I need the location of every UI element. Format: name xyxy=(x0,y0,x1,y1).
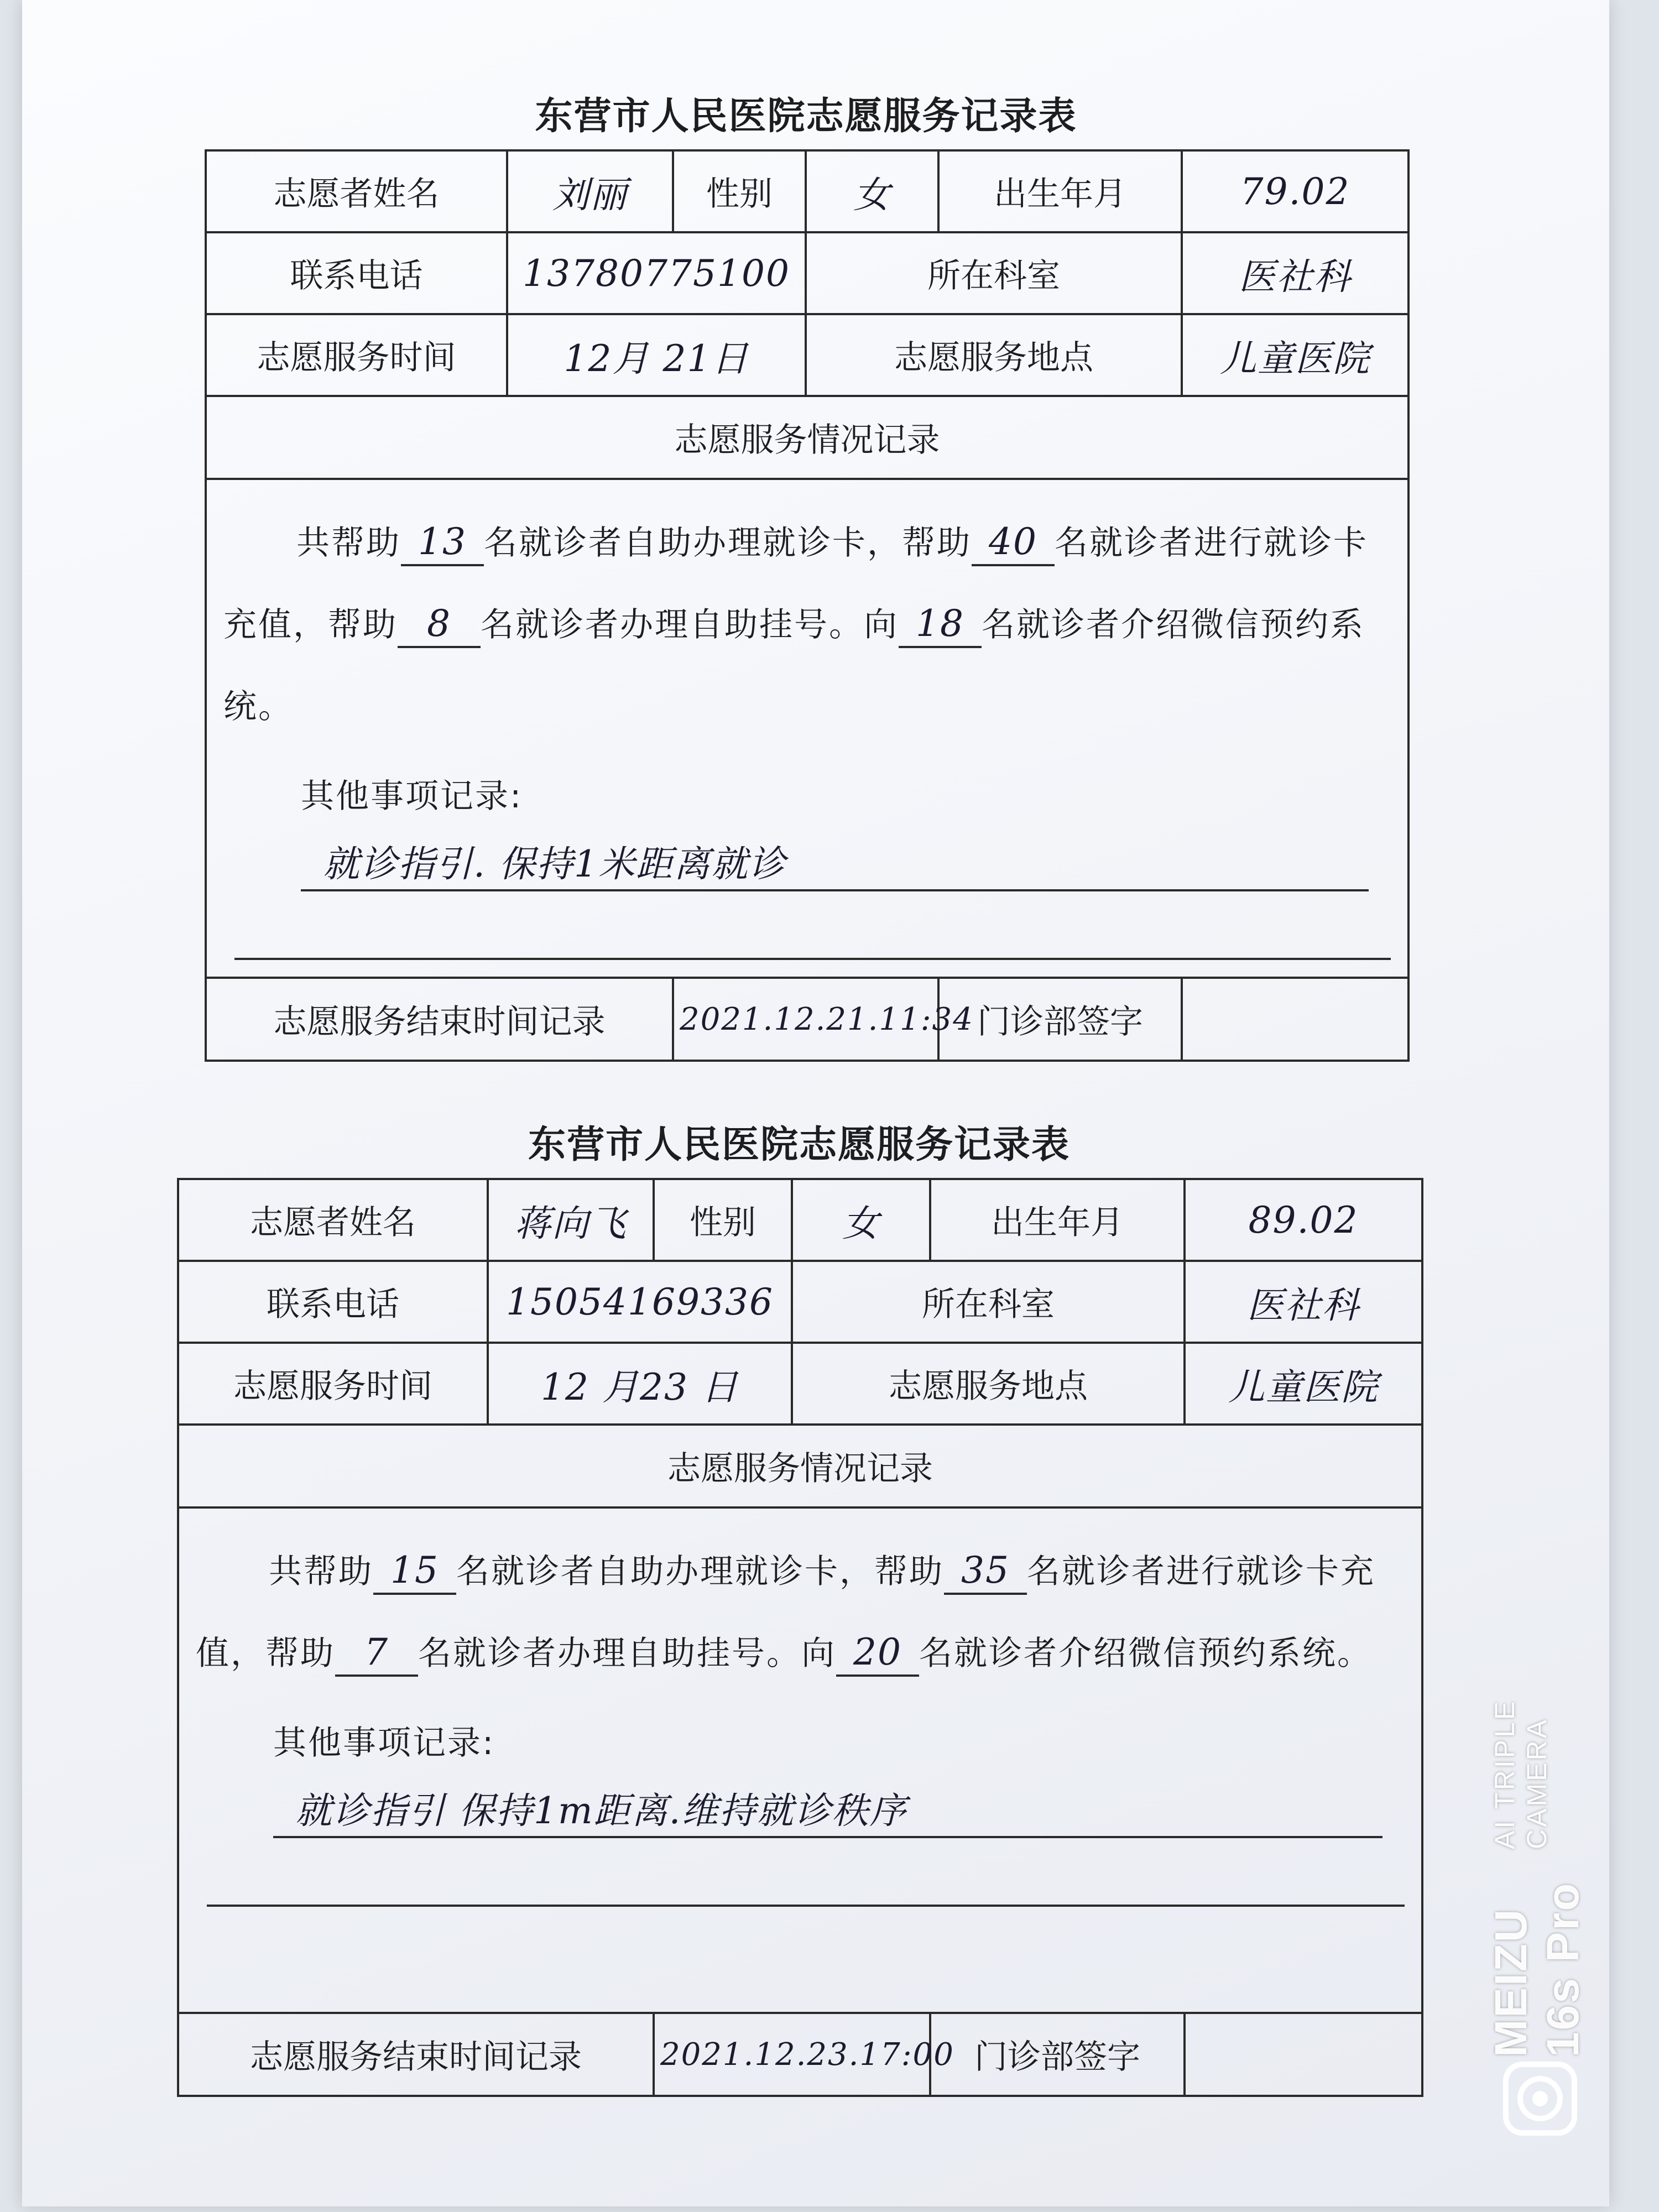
form-title: 东营市人民医院志愿服务记录表 xyxy=(535,94,1077,138)
record-body xyxy=(178,1507,1422,2013)
department-label: 所在科室 xyxy=(806,232,1182,314)
register-count: 8 xyxy=(398,602,481,648)
birth-value: 89.02 xyxy=(1185,1179,1422,1261)
name-label: 志愿者姓名 xyxy=(178,1179,488,1261)
form-table xyxy=(205,149,1410,1062)
record-text: 共帮助 xyxy=(296,524,401,562)
volunteer-record-form-1 xyxy=(205,83,1407,1062)
gender-value: 女 xyxy=(792,1179,930,1261)
record-text: 名就诊者自助办理就诊卡，帮助 xyxy=(484,524,972,562)
phone-label: 联系电话 xyxy=(206,232,507,314)
department-value: 医社科 xyxy=(1182,232,1408,314)
card-count: 15 xyxy=(373,1548,456,1595)
phone-value: 13780775100 xyxy=(507,232,806,314)
record-text: 名就诊者办理自助挂号。向 xyxy=(418,1634,836,1673)
record-text: 名就诊者自助办理就诊卡，帮助 xyxy=(456,1552,944,1591)
end-time-value: 2021.12.23.17:00 xyxy=(654,2013,930,2096)
blank-line xyxy=(234,958,1391,960)
service-place-label: 志愿服务地点 xyxy=(806,314,1182,396)
other-value: 就诊指引 保持1m距离.维持就诊秩序 xyxy=(273,1786,1383,1838)
birth-label: 出生年月 xyxy=(938,150,1182,232)
recharge-count: 40 xyxy=(972,520,1055,566)
form-table xyxy=(177,1178,1423,2097)
department-value: 医社科 xyxy=(1185,1261,1422,1343)
phone-value: 15054169336 xyxy=(488,1261,792,1343)
card-count: 13 xyxy=(401,520,484,566)
record-header: 志愿服务情况记录 xyxy=(206,396,1408,479)
other-label: 其他事项记录: xyxy=(273,1724,495,1762)
record-text: 名就诊者办理自助挂号。向 xyxy=(481,606,899,644)
record-body xyxy=(206,479,1408,978)
other-label: 其他事项记录: xyxy=(301,777,523,816)
recharge-count: 35 xyxy=(944,1548,1027,1595)
gender-value: 女 xyxy=(806,150,938,232)
service-time-label: 志愿服务时间 xyxy=(206,314,507,396)
birth-label: 出生年月 xyxy=(930,1179,1185,1261)
other-value: 就诊指引. 保持1米距离就诊 xyxy=(301,839,1369,891)
service-place-label: 志愿服务地点 xyxy=(792,1343,1185,1425)
service-place-value: 儿童医院 xyxy=(1182,314,1408,396)
camera-watermark xyxy=(1486,1670,1588,2057)
signature-label: 门诊部签字 xyxy=(930,2013,1185,2096)
end-time-value: 2021.12.21.11:34 xyxy=(673,978,938,1061)
record-paragraph xyxy=(196,1531,1405,1694)
record-text: 名就诊者介绍微信预约系统。 xyxy=(919,1634,1372,1673)
wechat-count: 20 xyxy=(836,1630,919,1677)
watermark-brand: MEIZU 16s Pro xyxy=(1486,1881,1588,2057)
signature-label: 门诊部签字 xyxy=(938,978,1182,1061)
record-text: 名就诊者进行就诊卡充值，帮助 xyxy=(196,1552,1375,1673)
record-header: 志愿服务情况记录 xyxy=(178,1425,1422,1507)
service-time-value: 12 月23 日 xyxy=(488,1343,792,1425)
end-time-label: 志愿服务结束时间记录 xyxy=(206,978,673,1061)
service-place-value: 儿童医院 xyxy=(1185,1343,1422,1425)
name-value: 蒋向飞 xyxy=(488,1179,654,1261)
department-label: 所在科室 xyxy=(792,1261,1185,1343)
record-text: 名就诊者进行就诊卡充值，帮助 xyxy=(223,524,1368,644)
watermark-subtitle: AI TRIPLE CAMERA xyxy=(1489,1699,1552,1849)
gender-label: 性别 xyxy=(673,150,806,232)
signature-value xyxy=(1182,978,1408,1061)
camera-lens-icon xyxy=(1501,2060,1579,2137)
record-paragraph xyxy=(223,502,1391,748)
birth-value: 79.02 xyxy=(1182,150,1408,232)
register-count: 7 xyxy=(335,1630,418,1677)
phone-label: 联系电话 xyxy=(178,1261,488,1343)
name-label: 志愿者姓名 xyxy=(206,150,507,232)
end-time-label: 志愿服务结束时间记录 xyxy=(178,2013,654,2096)
record-text: 共帮助 xyxy=(269,1552,373,1591)
service-time-value: 12月 21日 xyxy=(507,314,806,396)
paper-sheet xyxy=(22,0,1609,2206)
signature-value xyxy=(1185,2013,1422,2096)
name-value: 刘丽 xyxy=(507,150,673,232)
gender-label: 性别 xyxy=(654,1179,792,1261)
wechat-count: 18 xyxy=(899,602,982,648)
record-text: 名就诊者介绍微信预约系统。 xyxy=(223,606,1365,726)
blank-line xyxy=(207,1905,1405,1907)
service-time-label: 志愿服务时间 xyxy=(178,1343,488,1425)
form-title: 东营市人民医院志愿服务记录表 xyxy=(528,1123,1070,1167)
volunteer-record-form-2 xyxy=(177,1112,1421,2097)
